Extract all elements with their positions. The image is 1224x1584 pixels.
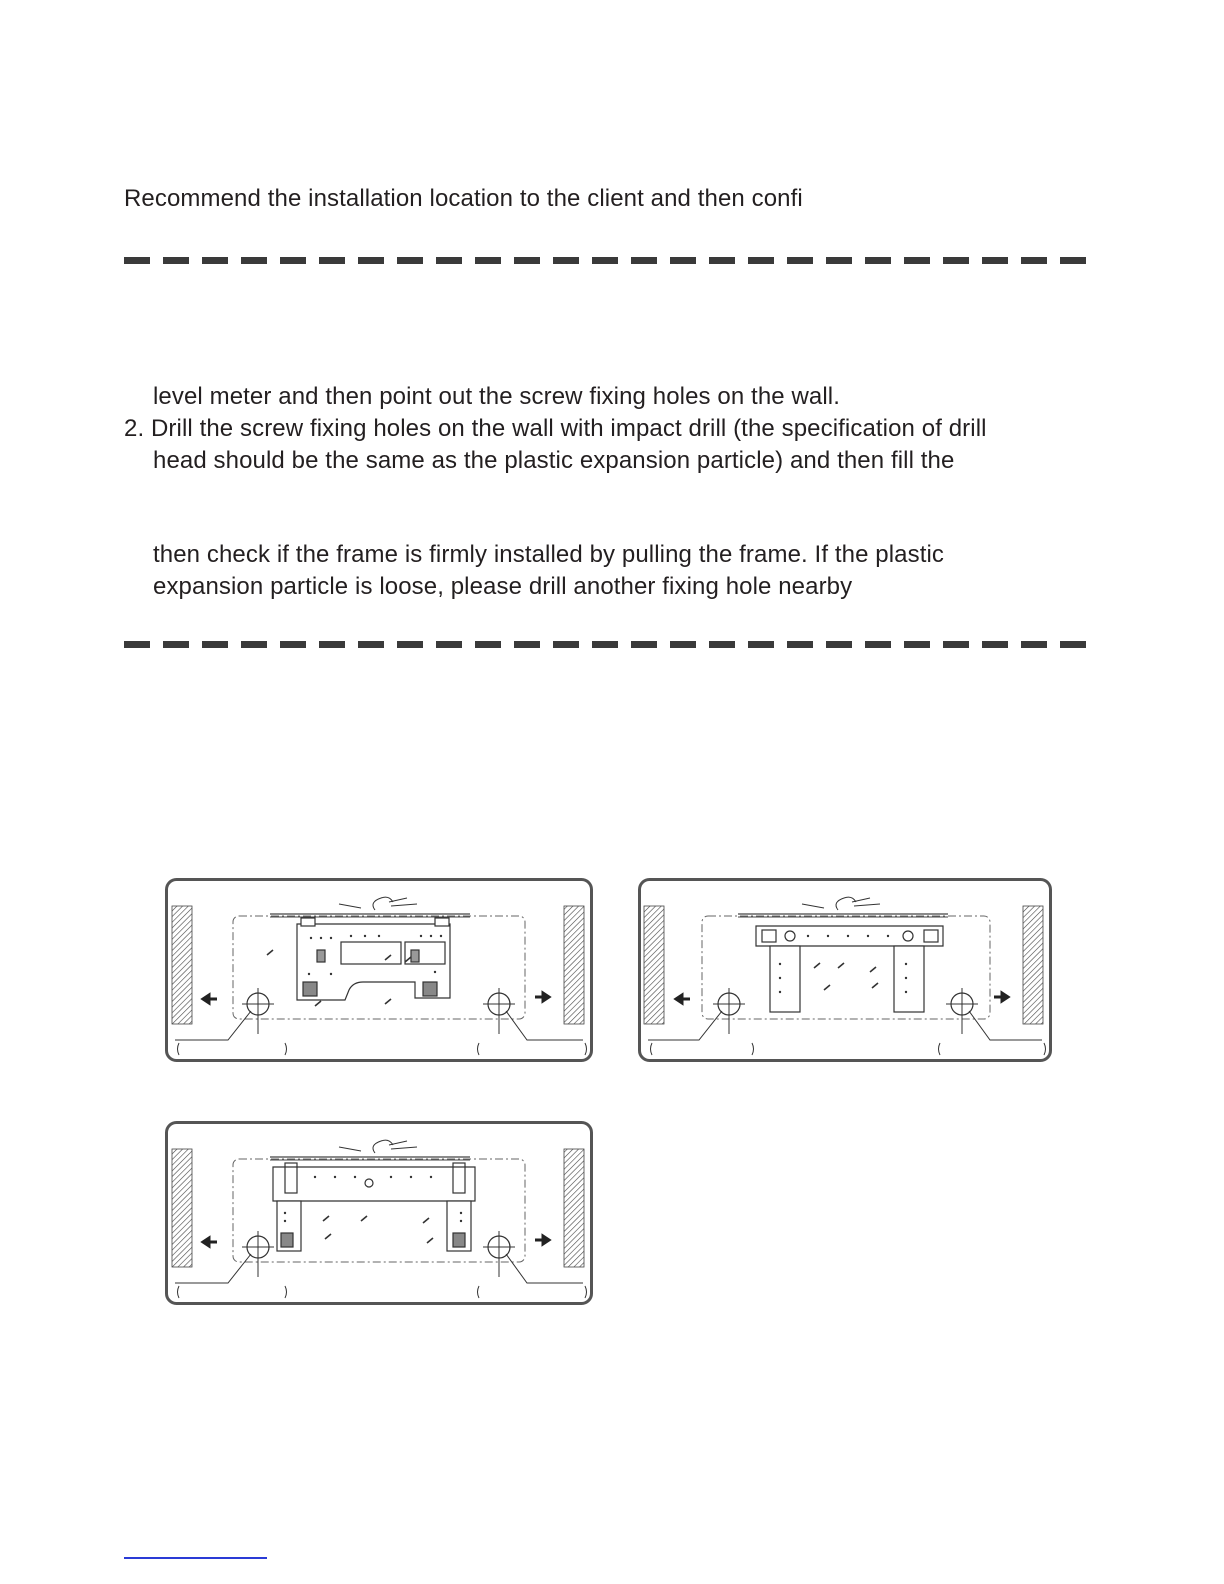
left-wall-icon xyxy=(172,1149,192,1267)
left-wall-icon xyxy=(172,906,192,1024)
step3-line1: then check if the frame is firmly installed by pulling the frame. If the plastic xyxy=(153,541,945,568)
right-wall-icon xyxy=(1023,906,1043,1024)
step2-line1: 2. Drill the screw fixing holes on the wall with impact drill (the specification of drill xyxy=(124,415,987,442)
figure-3 xyxy=(165,1121,593,1305)
figure-2 xyxy=(638,878,1052,1062)
intro-text: Recommend the installation location to the client and then confi xyxy=(124,185,803,212)
footer-link-underline xyxy=(124,1557,267,1559)
figure-1 xyxy=(165,878,593,1062)
step2-line2: head should be the same as the plastic expansion particle) and then fill the xyxy=(153,447,955,474)
figure-2-drawing xyxy=(638,878,1052,1062)
dashed-separator-bottom xyxy=(124,641,1088,648)
figure-1-drawing xyxy=(165,878,593,1062)
step1-tail-text: level meter and then point out the screw fixing holes on the wall. xyxy=(153,383,840,410)
right-wall-icon xyxy=(564,906,584,1024)
step3-line2: expansion particle is loose, please drill another fixing hole nearby xyxy=(153,573,853,600)
figure-3-drawing xyxy=(165,1121,593,1305)
right-wall-icon xyxy=(564,1149,584,1267)
left-wall-icon xyxy=(644,906,664,1024)
dashed-separator-top xyxy=(124,257,1088,264)
